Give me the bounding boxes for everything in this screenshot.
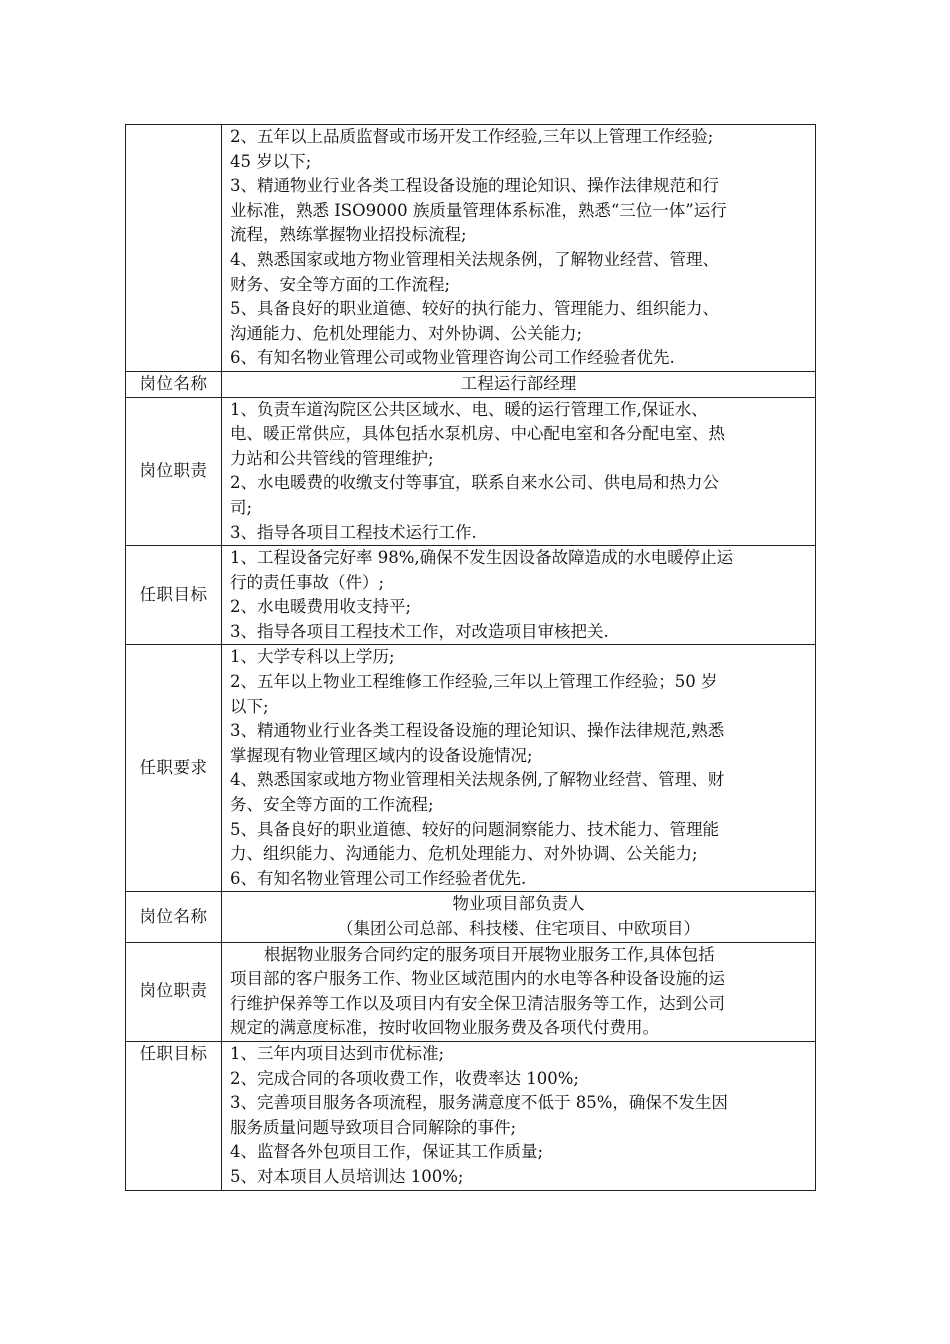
text-line: 规定的满意度标准，按时收回物业服务费及各项代付费用。 xyxy=(230,1018,659,1038)
position-name-value xyxy=(222,892,816,942)
row-requirements-engineering xyxy=(126,645,816,892)
text-line: 掌握现有物业管理区域内的设备设施情况; xyxy=(230,745,533,765)
text-line: 财务、安全等方面的工作流程; xyxy=(230,274,451,294)
row-goals-project xyxy=(126,1041,816,1190)
text-line: 司; xyxy=(230,497,253,517)
row-goals-engineering xyxy=(126,546,816,645)
text-line: 电、暖正常供应，具体包括水泵机房、中心配电室和各分配电室、热 xyxy=(230,424,725,444)
duties-label: 岗位职责 xyxy=(126,942,222,1041)
text-line: 6、有知名物业管理公司或物业管理咨询公司工作经验者优先. xyxy=(230,348,675,368)
job-description-table xyxy=(125,124,816,1191)
goals-label: 任职目标 xyxy=(126,1041,222,1190)
text-line: 3、指导各项目工程技术工作，对改造项目审核把关. xyxy=(230,621,609,641)
text-line: 1、工程设备完好率 98%,确保不发生因设备故障造成的水电暖停止运 xyxy=(230,548,734,568)
text-line: 以下; xyxy=(230,696,269,716)
text-line: 业标准，熟悉 ISO9000 族质量管理体系标准，熟悉“三位一体”运行 xyxy=(230,200,727,220)
text-line: 3、指导各项目工程技术运行工作. xyxy=(230,522,477,542)
text-line: 4、监督各外包项目工作，保证其工作质量; xyxy=(230,1142,544,1162)
row-position-name-engineering xyxy=(126,371,816,397)
text-line: 2、完成合同的各项收费工作，收费率达 100%; xyxy=(230,1068,579,1088)
text-line: 行的责任事故（件）; xyxy=(230,572,385,592)
row-position-name-project xyxy=(126,892,816,942)
duties-cell xyxy=(222,397,816,546)
text-line: 务、安全等方面的工作流程; xyxy=(230,795,434,815)
row-duties-project xyxy=(126,942,816,1041)
requirements-label: 任职要求 xyxy=(126,645,222,892)
requirements-continued-cell xyxy=(222,125,816,372)
text-line: 2、五年以上品质监督或市场开发工作经验,三年以上管理工作经验; xyxy=(230,127,714,146)
text-line: 6、有知名物业管理公司工作经验者优先. xyxy=(230,868,527,888)
text-line: 流程，熟练掌握物业招投标流程; xyxy=(230,225,467,245)
text-line: 2、水电暖费用收支持平; xyxy=(230,597,412,617)
text-line: 行维护保养等工作以及项目内有安全保卫清洁服务等工作，达到公司 xyxy=(230,993,725,1013)
text-line: 5、具备良好的职业道德、较好的执行能力、管理能力、组织能力、 xyxy=(230,299,719,319)
row-duties-engineering xyxy=(126,397,816,546)
text-line: 2、五年以上物业工程维修工作经验,三年以上管理工作经验；50 岁 xyxy=(230,672,718,692)
text-line: 1、大学专科以上学历; xyxy=(230,647,395,667)
text-line: 2、水电暖费的收缴支付等事宜，联系自来水公司、供电局和热力公 xyxy=(230,473,719,493)
text-line: 力、组织能力、沟通能力、危机处理能力、对外协调、公关能力; xyxy=(230,844,698,864)
text-line: 3、精通物业行业各类工程设备设施的理论知识、操作法律规范,熟悉 xyxy=(230,721,725,741)
text-line: 根据物业服务合同约定的服务项目开展物业服务工作,具体包括 xyxy=(264,944,715,964)
duties-cell xyxy=(222,942,816,1041)
text-line: 3、完善项目服务各项流程，服务满意度不低于 85%，确保不发生因 xyxy=(230,1093,728,1113)
text-line: 3、精通物业行业各类工程设备设施的理论知识、操作法律规范和行 xyxy=(230,176,719,196)
duties-label: 岗位职责 xyxy=(126,397,222,546)
text-line: 项目部的客户服务工作、物业区域范围内的水电等各种设备设施的运 xyxy=(230,969,725,989)
position-name-line1: 物业项目部负责人 xyxy=(452,894,585,914)
text-line: 45 岁以下; xyxy=(230,151,312,171)
row-requirements-continued xyxy=(126,125,816,372)
empty-label-cell xyxy=(126,125,222,372)
goals-cell xyxy=(222,546,816,645)
position-name-line2: （集团公司总部、科技楼、住宅项目、中欧项目） xyxy=(337,919,700,938)
position-name-label: 岗位名称 xyxy=(126,892,222,942)
text-line: 1、三年内项目达到市优标准; xyxy=(230,1043,445,1063)
text-line: 5、对本项目人员培训达 100%; xyxy=(230,1166,464,1186)
text-line: 力站和公共管线的管理维护; xyxy=(230,448,434,468)
text-line: 4、熟悉国家或地方物业管理相关法规条例,了解物业经营、管理、财 xyxy=(230,770,725,790)
text-line: 1、负责车道沟院区公共区域水、电、暖的运行管理工作,保证水、 xyxy=(230,399,708,419)
text-line: 服务质量问题导致项目合同解除的事件; xyxy=(230,1117,517,1137)
position-name-label: 岗位名称 xyxy=(126,371,222,397)
requirements-cell xyxy=(222,645,816,892)
text-line: 4、熟悉国家或地方物业管理相关法规条例，了解物业经营、管理、 xyxy=(230,249,719,269)
text-line: 沟通能力、危机处理能力、对外协调、公关能力; xyxy=(230,323,583,343)
text-line: 5、具备良好的职业道德、较好的问题洞察能力、技术能力、管理能 xyxy=(230,819,719,839)
goals-cell xyxy=(222,1041,816,1190)
position-name-value: 工程运行部经理 xyxy=(222,371,816,397)
goals-label: 任职目标 xyxy=(126,546,222,645)
